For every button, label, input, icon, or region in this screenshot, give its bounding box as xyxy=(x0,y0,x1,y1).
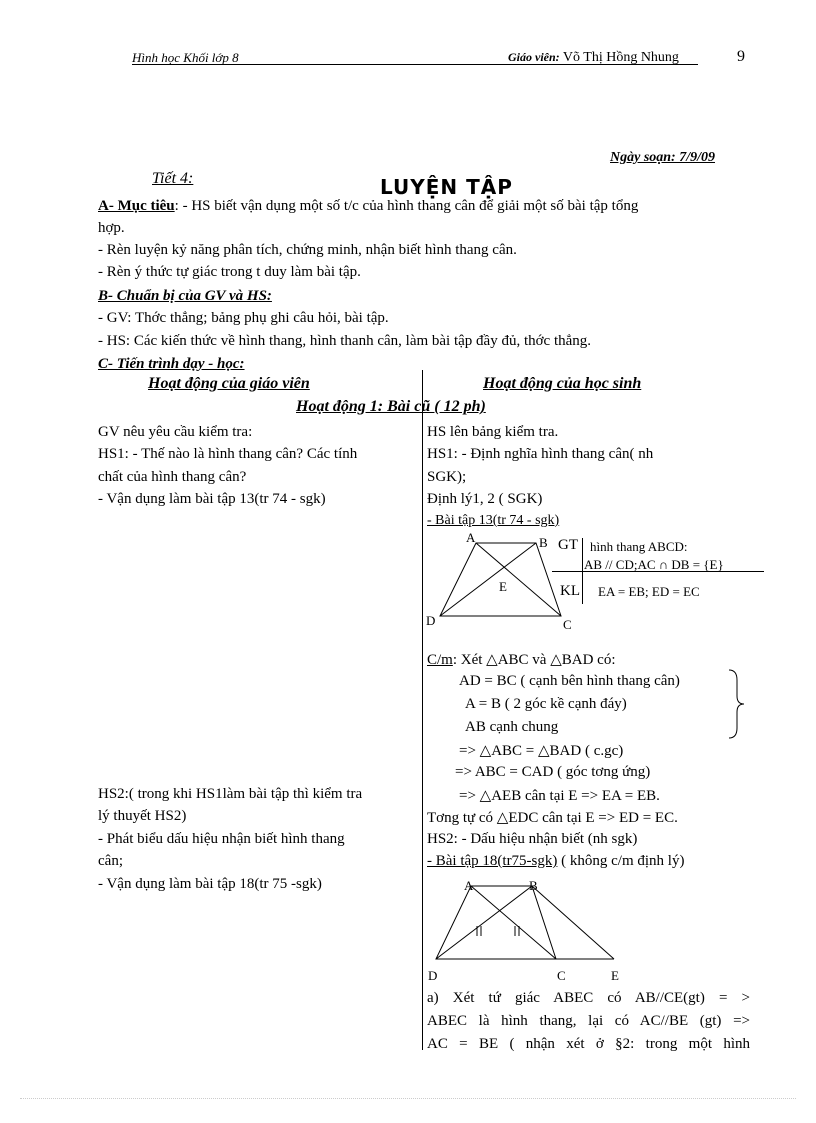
bt18-label: - Bài tập 18(tr75-sgk) xyxy=(427,853,558,869)
section-c-label: C- Tiến trình dạy - học: xyxy=(98,356,245,372)
curly-brace xyxy=(725,668,747,740)
section-a-line1-cont: hợp. xyxy=(98,220,125,236)
lesson-number: Tiết 4: xyxy=(152,170,194,187)
teacher-line: - Phát biểu dấu hiệu nhận biết hình thang xyxy=(98,831,345,847)
proof-line: Tơng tự có △EDC cân tại E => ED = EC. xyxy=(427,810,678,826)
teacher-name: Võ Thị Hồng Nhung xyxy=(562,50,679,65)
teacher-line: lý thuyết HS2) xyxy=(98,808,187,824)
fig1-label-c: C xyxy=(563,617,572,632)
section-b-line2: - HS: Các kiến thức về hình thang, hình thanh cân, làm bài tập đầy đủ, thớc thẳng. xyxy=(98,333,592,349)
section-a-text: : - HS biết vận dụng một số t/c của hình thang cân để giải một số bài tập tổng xyxy=(174,198,639,214)
teacher-label: Giáo viên: xyxy=(508,50,560,64)
teacher-line: - Vận dụng làm bài tập 18(tr 75 -sgk) xyxy=(98,876,322,892)
gt-line-2: AB // CD;AC ∩ DB = {E} xyxy=(584,557,724,572)
fig1-label-e: E xyxy=(499,579,507,594)
activity-1-header: Hoạt động 1: Bài cũ ( 12 ph) xyxy=(296,398,486,415)
gt-line-1: hình thang ABCD: xyxy=(590,539,688,554)
teacher-line: HS2:( trong khi HS1làm bài tập thì kiểm tra xyxy=(98,786,363,802)
proof-line: => △ABC = △BAD ( c.gc) xyxy=(459,743,624,759)
section-a-line3: - Rèn ý thức tự giác trong t duy làm bài tập. xyxy=(98,264,361,280)
date: Ngày soạn: 7/9/09 xyxy=(610,150,715,165)
student-column-header: Hoạt động của học sinh xyxy=(483,375,642,392)
proof-line: AD = BC ( cạnh bên hình thang cân) xyxy=(459,673,680,689)
section-a-line1 xyxy=(98,195,638,217)
kl-label: KL xyxy=(560,583,580,599)
kl-text: EA = EB; ED = EC xyxy=(598,584,700,599)
student-line: HS1: - Định nghĩa hình thang cân( nh xyxy=(427,446,654,462)
fig2-label-d: D xyxy=(428,968,438,983)
fig1-label-b: B xyxy=(539,535,548,550)
cm-label: C/m xyxy=(427,652,453,668)
student-line: Định lý1, 2 ( SGK) xyxy=(427,491,543,507)
teacher-line: - Vận dụng làm bài tập 13(tr 74 - sgk) xyxy=(98,491,326,507)
fig1-label-d: D xyxy=(426,613,436,628)
cm-text: : Xét △ABC và △BAD có: xyxy=(452,652,616,668)
section-a-label: A- Mục tiêu xyxy=(98,198,175,214)
section-b-line1: - GV: Thớc thẳng; bảng phụ ghi câu hỏi, bài tập. xyxy=(98,310,389,326)
section-a-line2: - Rèn luyện kỷ năng phân tích, chứng minh, nhận biết hình thang cân. xyxy=(98,242,517,258)
trapezoid-figure-2 xyxy=(420,874,630,986)
page-title: LUYỆN TẬP xyxy=(380,175,513,199)
header-rule xyxy=(132,64,698,65)
teacher-line: chất của hình thang cân? xyxy=(98,469,247,485)
proof-line: AB cạnh chung xyxy=(465,719,559,735)
fig2-label-a: A xyxy=(464,878,474,893)
teacher-line: HS1: - Thế nào là hình thang cân? Các tính xyxy=(98,446,358,462)
fig2-label-e: E xyxy=(611,968,619,983)
page-number: 9 xyxy=(737,48,745,65)
student-line: HS2: - Dấu hiệu nhận biết (nh sgk) xyxy=(427,831,638,847)
fig1-label-a: A xyxy=(466,530,476,545)
student-line: AC = BE ( nhận xét ở §2: trong một hình xyxy=(427,1036,750,1052)
bt18-note: ( không c/m định lý) xyxy=(557,853,685,869)
page-bottom-edge xyxy=(20,1098,796,1099)
proof-line xyxy=(427,650,616,669)
trapezoid-figure-1 xyxy=(420,528,580,638)
proof-line: => ABC = CAD ( góc tơng ứng) xyxy=(455,764,651,780)
fig2-label-b: B xyxy=(529,878,538,893)
student-line: SGK); xyxy=(427,469,467,485)
proof-line: A = B ( 2 góc kề cạnh đáy) xyxy=(465,696,627,712)
teacher-line: GV nêu yêu cầu kiểm tra: xyxy=(98,424,253,440)
proof-line: => △AEB cân tại E => EA = EB. xyxy=(459,788,660,804)
teacher-column-header: Hoạt động của giáo viên xyxy=(148,375,310,392)
student-line: ABEC là hình thang, lại có AC//BE (gt) => xyxy=(427,1013,750,1029)
section-b-label: B- Chuẩn bị của GV và HS: xyxy=(98,288,272,304)
teacher-line: cân; xyxy=(98,853,123,869)
student-line xyxy=(427,853,684,870)
gt-label: GT xyxy=(558,537,578,553)
student-line: a) Xét tứ giác ABEC có AB//CE(gt) = > xyxy=(427,990,750,1006)
header-subject: Hình học Khối lớp 8 xyxy=(132,50,239,65)
fig2-label-c: C xyxy=(557,968,566,983)
student-line: - Bài tập 13(tr 74 - sgk) xyxy=(427,513,560,528)
student-line: HS lên bảng kiểm tra. xyxy=(427,424,559,440)
